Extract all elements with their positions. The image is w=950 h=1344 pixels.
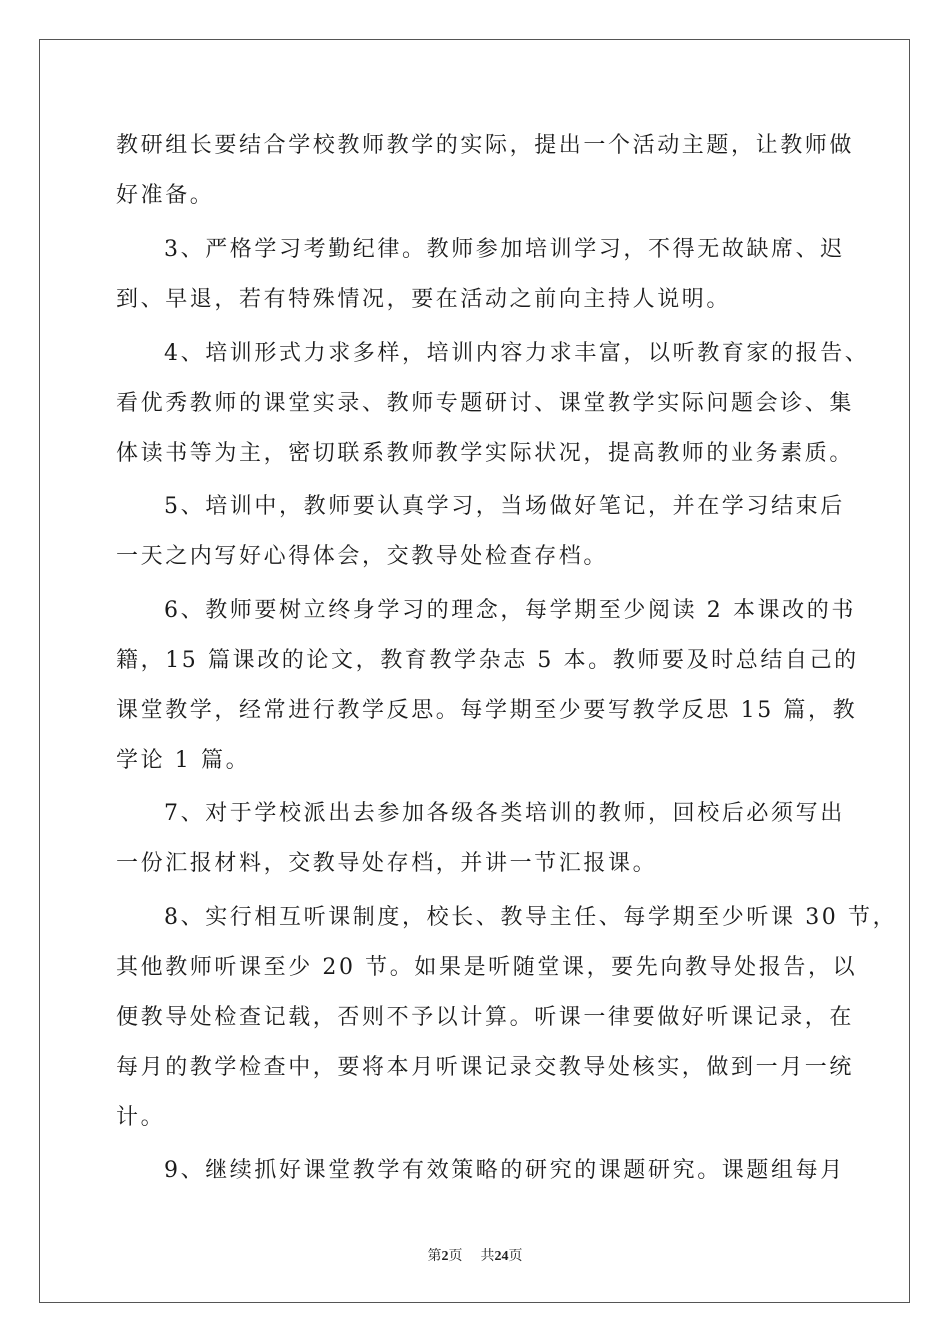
text-line: 计。 [116,1105,166,1130]
text-line: 学论 1 篇。 [116,748,251,773]
text-line: 体读书等为主，密切联系教师教学实际状况，提高教师的业务素质。 [116,441,855,466]
paragraph-start-8: 8、实行相互听课制度，校长、教导主任、每学期至少听课 30 节， [164,905,898,930]
paragraph-start-4: 4、培训形式力求多样，培训内容力求丰富，以听教育家的报告、 [164,341,870,366]
paragraph-start-9: 9、继续抓好课堂教学有效策略的研究的课题研究。课题组每月 [164,1158,845,1183]
paragraph-start-7: 7、对于学校派出去参加各级各类培训的教师，回校后必须写出 [164,801,845,826]
text-line: 好准备。 [116,183,215,208]
page-label-prefix: 第 [427,1248,442,1264]
text-line: 到、早退，若有特殊情况，要在活动之前向主持人说明。 [116,287,732,312]
text-line: 其他教师听课至少 20 节。如果是听随堂课，要先向教导处报告，以 [116,955,858,980]
page-footer [0,1245,950,1265]
page-number: 2 [441,1249,449,1264]
text-line: 籍，15 篇课改的论文，教育教学杂志 5 本。教师要及时总结自己的 [116,648,859,673]
text-line: 一份汇报材料，交教导处存档，并讲一节汇报课。 [116,851,658,876]
page-label-suffix: 页 [448,1248,463,1264]
text-line: 教研组长要结合学校教师教学的实际，提出一个活动主题，让教师做 [116,133,855,158]
paragraph-start-6: 6、教师要树立终身学习的理念，每学期至少阅读 2 本课改的书 [164,598,856,623]
paragraph-start-3: 3、严格学习考勤纪律。教师参加培训学习，不得无故缺席、迟 [164,237,845,262]
total-pages: 24 [494,1249,509,1264]
total-label-prefix: 共 [480,1248,495,1264]
total-label-suffix: 页 [508,1248,523,1264]
text-line: 便教导处检查记载，否则不予以计算。听课一律要做好听课记录，在 [116,1005,855,1030]
text-line: 课堂教学，经常进行教学反思。每学期至少要写教学反思 15 篇，教 [116,698,858,723]
text-line: 每月的教学检查中，要将本月听课记录交教导处核实，做到一月一统 [116,1055,855,1080]
paragraph-start-5: 5、培训中，教师要认真学习，当场做好笔记，并在学习结束后 [164,494,845,519]
text-line: 一天之内写好心得体会，交教导处检查存档。 [116,544,609,569]
text-line: 看优秀教师的课堂实录、教师专题研讨、课堂教学实际问题会诊、集 [116,391,855,416]
